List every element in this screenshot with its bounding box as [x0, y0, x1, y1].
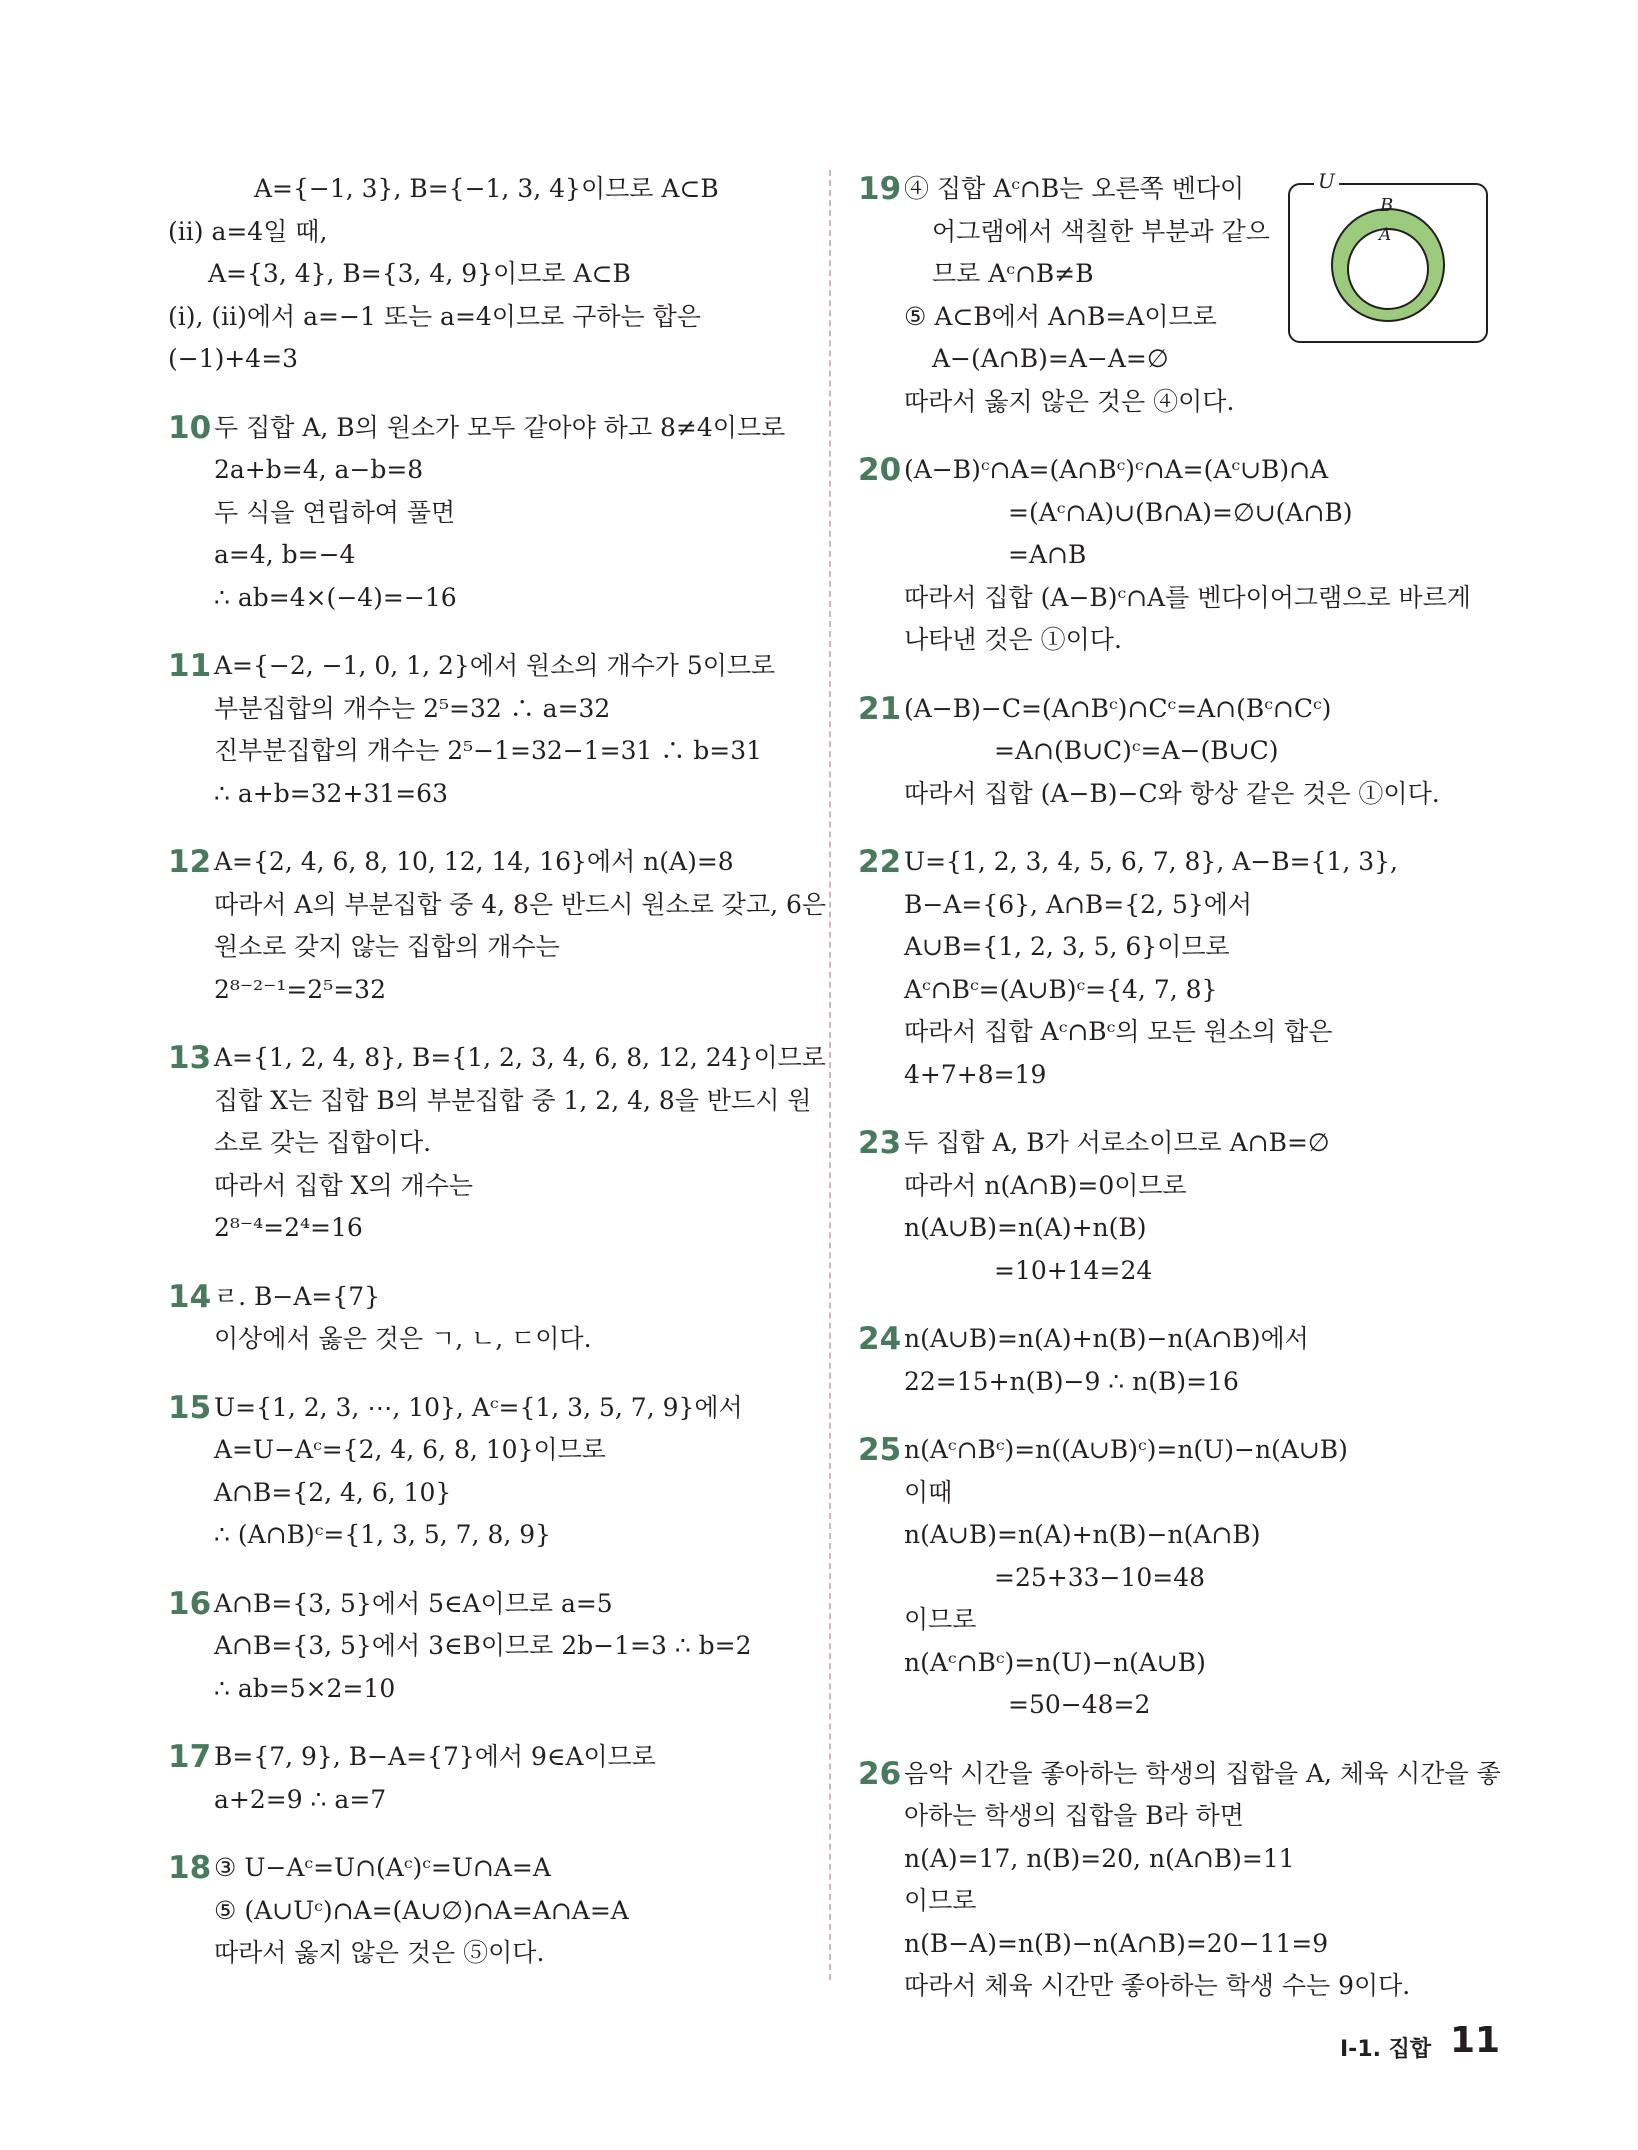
solution-line: =10+14=24 [994, 1255, 1153, 1285]
problem-10 [168, 407, 808, 620]
solution-line: B={7, 9}, B−A={7}에서 9∈A이므로 [214, 1742, 656, 1771]
problem-18 [168, 1847, 808, 1975]
solution-line: 나타낸 것은 ①이다. [904, 625, 1122, 654]
solution-line: =A∩B [1008, 540, 1087, 569]
solution-line: 어그램에서 색칠한 부분과 같으 [932, 216, 1270, 246]
problem-17 [168, 1736, 808, 1821]
solution-line: U={1, 2, 3, 4, 5, 6, 7, 8}, A−B={1, 3}, [904, 847, 1399, 876]
problem-number: 13 [168, 1040, 212, 1076]
venn-b-label: B [1380, 195, 1394, 216]
problem-number: 22 [858, 844, 902, 880]
solution-line: ∴ ab=5×2=10 [214, 1673, 396, 1703]
solution-line: 따라서 n(A∩B)=0이므로 [904, 1170, 1187, 1200]
solution-line: ∴ (A∩B)ᶜ={1, 3, 5, 7, 8, 9} [214, 1520, 552, 1549]
solution-line: A={−2, −1, 0, 1, 2}에서 원소의 개수가 5이므로 [214, 651, 776, 680]
solution-line: A={3, 4}, B={3, 4, 9}이므로 A⊂B [208, 259, 631, 288]
solution-line: B−A={6}, A∩B={2, 5}에서 [904, 889, 1253, 919]
solution-line: 두 집합 A, B의 원소가 모두 같아야 하고 8≠4이므로 [214, 412, 786, 442]
solution-line: 이때 [904, 1477, 953, 1507]
solution-line: 따라서 집합 Aᶜ∩Bᶜ의 모든 원소의 합은 [904, 1017, 1333, 1046]
solution-line: a=4, b=−4 [214, 540, 356, 569]
solution-line: 소로 갖는 집합이다. [214, 1128, 432, 1157]
solution-line: 따라서 옳지 않은 것은 ④이다. [904, 386, 1235, 416]
problem-21 [858, 688, 1498, 816]
problem-11 [168, 645, 808, 815]
solution-line: A={2, 4, 6, 8, 10, 12, 14, 16}에서 n(A)=8 [214, 847, 734, 876]
venn-a-label: A [1379, 225, 1392, 245]
solution-line: Aᶜ∩Bᶜ=(A∪B)ᶜ={4, 7, 8} [904, 974, 1218, 1004]
solution-line: (A−B)ᶜ∩A=(A∩Bᶜ)ᶜ∩A=(Aᶜ∪B)∩A [904, 455, 1329, 484]
solution-line: ④ 집합 Aᶜ∩B는 오른쪽 벤다이 [904, 174, 1245, 203]
problem-number: 11 [168, 648, 212, 684]
solution-line: U={1, 2, 3, ⋯, 10}, Aᶜ={1, 3, 5, 7, 9}에서 [214, 1392, 743, 1422]
solution-line: A={1, 2, 4, 8}, B={1, 2, 3, 4, 6, 8, 12, 24}이므로 [214, 1043, 826, 1072]
solution-line: 부분집합의 개수는 2⁵=32 ∴ a=32 [214, 693, 611, 723]
problem-number: 12 [168, 844, 212, 880]
solution-line: 음악 시간을 좋아하는 학생의 집합을 A, 체육 시간을 좋 [904, 1758, 1501, 1788]
solution-line: n(B−A)=n(B)−n(A∩B)=20−11=9 [904, 1928, 1329, 1958]
solution-line: 따라서 집합 (A−B)−C와 항상 같은 것은 ①이다. [904, 778, 1440, 808]
problem-number: 23 [858, 1125, 902, 1161]
solution-line: 따라서 집합 X의 개수는 [214, 1170, 473, 1200]
column-divider [829, 170, 831, 1980]
problem-16 [168, 1583, 808, 1711]
problem-number: 17 [168, 1739, 212, 1775]
problem-26 [858, 1753, 1501, 2008]
solution-line: n(A∪B)=n(A)+n(B) [904, 1213, 1147, 1242]
problem-number: 15 [168, 1389, 212, 1426]
solution-line: ∴ a+b=32+31=63 [214, 778, 448, 808]
solution-line: (ⅰ), (ⅱ)에서 a=−1 또는 a=4이므로 구하는 합은 [168, 301, 701, 331]
problem-25 [858, 1429, 1498, 1727]
problem-20 [858, 449, 1498, 662]
problem-13 [168, 1037, 826, 1250]
problem-number: 25 [858, 1432, 902, 1468]
solution-line: 진부분집합의 개수는 2⁵−1=32−1=31 ∴ b=31 [214, 736, 763, 765]
problem-number: 10 [168, 409, 212, 446]
footer-section-label: Ⅰ-1. 집합 [1340, 2037, 1432, 2062]
problem-number: 14 [168, 1278, 212, 1315]
problem-number: 21 [858, 690, 902, 727]
solution-line: A−(A∩B)=A−A=∅ [932, 344, 1169, 373]
problem-number: 16 [168, 1585, 212, 1622]
solution-line: 따라서 옳지 않은 것은 ⑤이다. [214, 1938, 545, 1967]
solution-line: 4+7+8=19 [904, 1059, 1047, 1089]
problem-number: 19 [858, 171, 902, 207]
solution-line: 2⁸⁻²⁻¹=2⁵=32 [214, 974, 386, 1004]
solution-line: 이므로 [904, 1605, 977, 1634]
solution-line: =A∩(B∪C)ᶜ=A−(B∪C) [994, 736, 1279, 765]
solution-line: 집합 X는 집합 B의 부분집합 중 1, 2, 4, 8을 반드시 원 [214, 1085, 812, 1115]
solution-line: (ⅱ) a=4일 때, [168, 216, 328, 246]
right-column [858, 168, 1501, 2008]
solution-line: 두 식을 연립하여 풀면 [214, 497, 456, 527]
problem-number: 18 [168, 1850, 212, 1886]
problem-number: 20 [858, 452, 902, 488]
solution-line: A∩B={2, 4, 6, 10} [214, 1477, 452, 1507]
problem-22 [858, 841, 1498, 1096]
solution-line: 22=15+n(B)−9 ∴ n(B)=16 [904, 1366, 1239, 1396]
solution-line: 2a+b=4, a−b=8 [214, 455, 424, 484]
solution-line: n(A)=17, n(B)=20, n(A∩B)=11 [904, 1843, 1295, 1873]
solution-line: =50−48=2 [1008, 1690, 1151, 1719]
solution-line: n(A∪B)=n(A)+n(B)−n(A∩B)에서 [904, 1324, 1309, 1353]
solution-line: A={−1, 3}, B={−1, 3, 4}이므로 A⊂B [254, 174, 719, 203]
solution-line: 므로 Aᶜ∩B≠B [932, 259, 1094, 288]
solution-line: ∴ ab=4×(−4)=−16 [214, 582, 457, 612]
venn-diagram [1288, 169, 1488, 343]
solution-line: A∩B={3, 5}에서 5∈A이므로 a=5 [214, 1588, 613, 1618]
solution-line: 원소로 갖지 않는 집합의 개수는 [214, 932, 560, 961]
problem-9-continuation [168, 168, 808, 381]
solution-line: 따라서 체육 시간만 좋아하는 학생 수는 9이다. [904, 1971, 1411, 2000]
solution-line: 2⁸⁻⁴=2⁴=16 [214, 1213, 363, 1242]
page-number: 11 [1450, 2020, 1501, 2061]
problem-24 [858, 1318, 1498, 1403]
problem-14 [168, 1276, 808, 1361]
solution-line: n(Aᶜ∩Bᶜ)=n((A∪B)ᶜ)=n(U)−n(A∪B) [904, 1435, 1348, 1464]
problem-number: 26 [858, 1755, 902, 1792]
solution-line: 두 집합 A, B가 서로소이므로 A∩B=∅ [904, 1128, 1330, 1157]
solution-line: A=U−Aᶜ={2, 4, 6, 8, 10}이므로 [214, 1435, 606, 1464]
left-column [168, 168, 827, 1975]
venn-universal-label: U [1314, 169, 1339, 193]
solution-line: =(Aᶜ∩A)∪(B∩A)=∅∪(A∩B) [1008, 497, 1353, 527]
solution-line: ③ U−Aᶜ=U∩(Aᶜ)ᶜ=U∩A=A [214, 1853, 551, 1882]
problem-15 [168, 1387, 808, 1557]
solution-line: 따라서 집합 (A−B)ᶜ∩A를 벤다이어그램으로 바르게 [904, 582, 1471, 612]
solution-line: A∩B={3, 5}에서 3∈B이므로 2b−1=3 ∴ b=2 [214, 1631, 752, 1660]
problem-number: 24 [858, 1321, 902, 1357]
solution-line: (−1)+4=3 [168, 344, 299, 373]
solution-line: (A−B)−C=(A∩Bᶜ)∩Cᶜ=A∩(Bᶜ∩Cᶜ) [904, 693, 1332, 723]
solution-line: ㄹ. B−A={7} [214, 1281, 381, 1311]
solution-line: a+2=9 ∴ a=7 [214, 1784, 387, 1814]
solution-line: 이상에서 옳은 것은 ㄱ, ㄴ, ㄷ이다. [214, 1324, 592, 1353]
solution-line: A∪B={1, 2, 3, 5, 6}이므로 [904, 932, 1230, 961]
solution-line: 따라서 A의 부분집합 중 4, 8은 반드시 원소로 갖고, 6은 [214, 889, 827, 919]
problem-23 [858, 1122, 1498, 1292]
solution-line: =25+33−10=48 [994, 1562, 1206, 1592]
solution-line: 이므로 [904, 1886, 977, 1915]
problem-12 [168, 841, 827, 1011]
solution-line: n(A∪B)=n(A)+n(B)−n(A∩B) [904, 1520, 1261, 1549]
solution-line: ⑤ A⊂B에서 A∩B=A이므로 [904, 301, 1217, 331]
solution-line: 아하는 학생의 집합을 B라 하면 [904, 1801, 1244, 1830]
solution-line: ⑤ (A∪Uᶜ)∩A=(A∪∅)∩A=A∩A=A [214, 1895, 629, 1925]
solution-line: n(Aᶜ∩Bᶜ)=n(U)−n(A∪B) [904, 1647, 1206, 1677]
